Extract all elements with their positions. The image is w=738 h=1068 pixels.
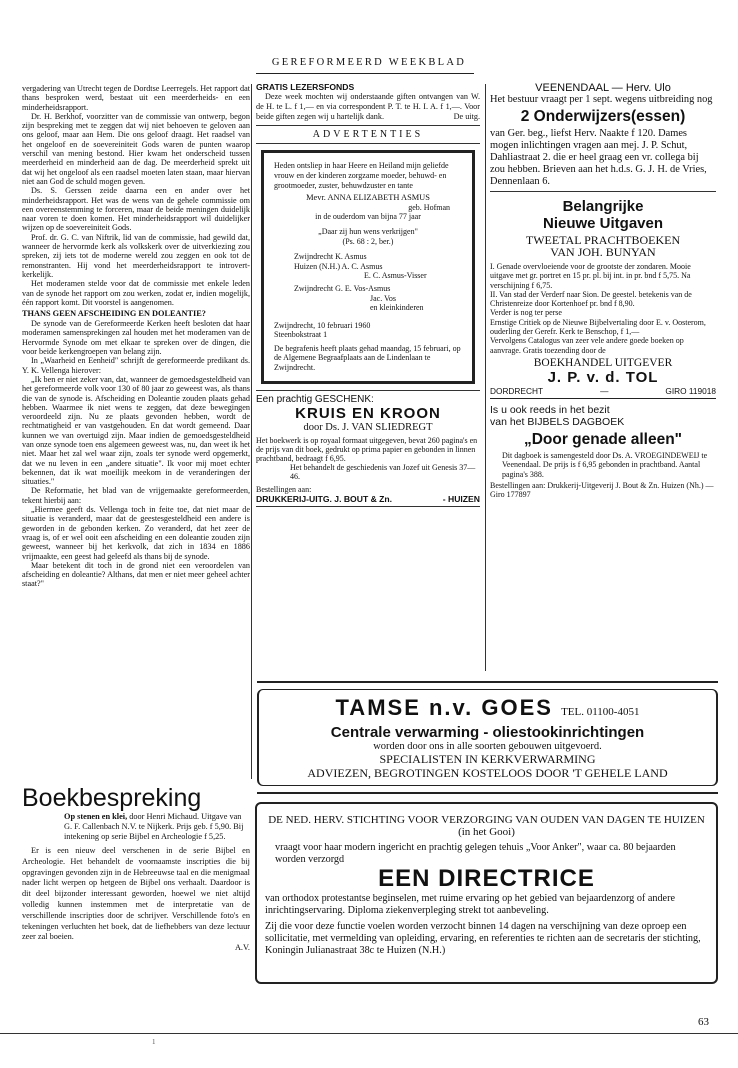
- death-age: in de ouderdom van bijna 77 jaar: [315, 212, 421, 222]
- bookshop-name: J. P. v. d. TOL: [547, 368, 659, 386]
- gratis-heading: GRATIS LEZERSFONDS: [256, 82, 355, 92]
- article-column: [22, 84, 250, 589]
- belangrijke-heading: Belangrijke: [562, 198, 644, 215]
- gratis-signature: De uitg.: [453, 111, 480, 121]
- deceased-name: Mevr. ANNA ELIZABETH ASMUS: [306, 193, 430, 203]
- quote: „Hiermee geeft ds. Vellenga toch in feite toe, dat niet maar de situatie is veranderd, maar dat de geestesgesteldheid een andere is geworden in de gebonden kerken. Zo veranderd, dat het zeer de vraag is, of er wel ooit een afscheiding en een doleantie zouden zijn geweest, wanneer bij het kerkvolk, dat zich in 1834 en 1886 vrijmaakte, een geest had geleefd als thans bij de synode.: [22, 505, 250, 561]
- directrice-requirements: van orthodox protestantse beginselen, met ruime ervaring op het gebied van bejaardenzorg of andere inrichtingservaring. Diploma ziekenverpleging strekt tot aanbeveling.: [265, 893, 675, 917]
- publisher-name: DRUKKERIJ-UITG. J. BOUT & Zn.: [256, 493, 393, 504]
- tamse-title: [267, 696, 708, 724]
- gratis-text: [256, 92, 480, 121]
- gift-title: KRUIS EN KROON: [295, 404, 441, 422]
- page-header: GEREFORMEERD WEEKBLAD: [271, 57, 467, 68]
- dagboek-order: Bestellingen aan: Drukkerij-Uitgeverij J. Bout & Zn. Huizen (Nh.) — Giro 177897: [490, 480, 714, 500]
- book-item: I. Genade overvloeiende voor de grootste der zondaren. Mooie uitgave met gr. portret en 15 pr. pl. bij int. in pr. bnd f 5,75. Na verschijning f 6,75.: [490, 262, 691, 290]
- gratis-body: Deze week mochten wij onderstaande giften ontvangen van W. de H. te L. f 1,— en via correspondent P. T. te H. I. A. f 1,—. Voor beide giften zegen wij u hartelijk dank.: [256, 92, 480, 121]
- tamse-ad: [257, 681, 718, 794]
- death-verse: „Daar zij hun wens verkrijgen": [318, 226, 418, 236]
- section-heading: THANS GEEN AFSCHEIDING EN DOLEANTIE?: [22, 309, 206, 319]
- death-notice: [261, 150, 475, 383]
- middle-column: [256, 82, 480, 507]
- tamse-phone: TEL. 01100-4051: [561, 706, 640, 718]
- book-review: [22, 784, 250, 954]
- dagboek-lead: Is u ook reeds in het bezit: [490, 403, 610, 416]
- tamse-specialists: SPECIALISTEN IN KERKVERWARMING: [379, 752, 596, 766]
- quote: „Ik ben er niet zeker van, dat, wanneer de gemoedsgesteldheid van het gereformeerde volk voor 130 of 80 jaar zo geweest was, als thans die van de synode is. Afscheiding en Doleantie zouden plaats gehad hebben. Waarmee ik niet wens te zeggen, dat deze bewegingen veroordeeld zijn. Nu ze plaats gevonden hebben, wordt de rechtmatigheid er van vastgehouden. En dat wordt gemeend. Daar kunnen we van overtuigd zijn. Maar indien de gemoedsgesteldheid van onze synode toen ens algemeen geweest was, nu, dan weet ik het niet. Maar het zal wel waar zijn, zoals ter synode werd opgemerkt, dat we nu leven in een „andere situatie". Ik voor mij moet echter bekennen, dat ik wat moeilijk meekom in de veranderingen der situaties.": [22, 374, 250, 487]
- paragraph: Prof. dr. G. C. van Niftrik, lid van de commissie, had gewild dat, wanneer de hervormde kerk als volkskerk over de uitverkiezing zou spreken, zij iets tot de moderne wereld zou zeggen en ook tot de remonstranten. Hij vond het meerderheidsrapport te introvert-kerkelijk.: [22, 232, 250, 279]
- dagboek-title: „Door genade alleen": [523, 430, 683, 448]
- book-details: door Henri Michaud. Uitgave van G. F. Callenbach N.V. te Nijkerk. Prijs geb. f 5,90. Bij intekening op serie Bijbel en Archeologie f 5,25.: [64, 812, 244, 841]
- paragraph: De Reformatie, het blad van de vrijgemaakte gereformeerden, tekent hierbij aan:: [22, 486, 250, 505]
- paragraph: Het moderamen stelde voor dat de commissie met enkele leden van de synode het rapport om zou werken, zodat er, indien mogelijk, één rapport komt. Dit voorstel is aangenomen.: [22, 279, 250, 307]
- publisher-city: - HUIZEN: [442, 493, 480, 504]
- directrice-text: vraagt voor haar modern ingericht en prachtig gelegen tehuis „Voor Anker", waar ca. 80 bejaarden worden verzorgd: [275, 842, 676, 865]
- gift-author: door Ds. J. VAN SLIEDREGT: [303, 421, 433, 433]
- book-meta: [22, 812, 250, 842]
- bookshop-giro: GIRO 119018: [665, 385, 716, 396]
- paragraph: Dr. H. Berkhof, voorzitter van de commissie van ontwerp, begon zijn bespreking met te zeggen dat wij niet behoeven te geloven aan ons geloof, maar aan Hem. Die ons geloof draagt. Het raadsel van het ongeloof en de soevereiniteit Gods waren de punten waarop verschil van mening bestond. Hier kwam het onderscheid tussen meerderheid en minderheid aan de dag. De meerderheid sprekt uit dat wij het ongeloof als een raadsel moeten laten staan, maar hiervan niet aan God de schuld mogen geven.: [22, 111, 250, 186]
- death-verse-ref: (Ps. 68 : 2, ber.): [342, 236, 394, 246]
- bunyan-heading: VAN JOH. BUNYAN: [550, 245, 656, 259]
- book-review-text: [22, 846, 250, 954]
- bookshop-label: BOEKHANDEL UITGEVER: [533, 356, 673, 369]
- family-member: Huizen (N.H.) A. C. Asmus: [294, 261, 383, 271]
- page-number: 63: [698, 1016, 709, 1028]
- gift-lead: Een prachtig GESCHENK:: [256, 393, 374, 405]
- tamse-advice: ADVIEZEN, BEGROTINGEN KOSTELOOS DOOR 'T GEHELE LAND: [307, 766, 668, 780]
- tamse-services: Centrale verwarming - oliestookinrichtingen: [330, 724, 645, 741]
- gift-content: Het behandelt de geschiedenis van Jozef uit Genesis 37—46.: [290, 463, 476, 482]
- veenendaal-vacancy: 2 Onderwijzers(essen): [520, 108, 686, 125]
- tweetal-heading: TWEETAL PRACHTBOEKEN: [525, 233, 681, 247]
- paragraph: In „Waarheid en Eenheid" schrijft de gereformeerde predikant ds. Y. K. Vellenga hierover:: [22, 356, 250, 375]
- gift-publisher: [256, 494, 480, 504]
- print-mark: 1: [152, 1038, 156, 1046]
- quote: Maar betekent dit toch in de grond niet een veroordelen van afscheiding en doleantie? Althans, dat men er niet meer geheel achter staat?": [22, 560, 250, 589]
- book-item: Ernstige Critiek op de Nieuwe Bijbelvertaling door E. v. Oosterom, ouderling der Gerefr. Kerk te Benschop, f 1,—: [490, 317, 706, 337]
- book-item: II. Van stad der Verderf naar Sion. De geestel. betekenis van de Christenreize door Kortenhoef pr. bnd f 8,90.: [490, 289, 692, 309]
- dagboek-lead2: van het BIJBELS DAGBOEK: [490, 415, 625, 428]
- deceased-born: geb. Hofman: [408, 202, 450, 212]
- bookshop-city: DORDRECHT: [490, 385, 544, 396]
- dagboek-text: Dit dagboek is samengesteld door Ds. A. VROEGINDEWEIJ te Veenendaal. De prijs is f 6,95 gebonden in prachtband. Aantal pagina's 388.: [502, 450, 708, 479]
- divider: [490, 191, 716, 192]
- paragraph: vergadering van Utrecht tegen de Dordtse Leerregels. Het rapport dat thans besproken werd, bestaat uit een meerderheids- en een minderheidsrapport.: [22, 84, 250, 112]
- column-rule: [251, 84, 252, 779]
- book-review-heading: Boekbespreking: [22, 784, 202, 812]
- death-intro: Heden ontsliep in haar Heere en Heiland mijn geliefde vrouw en der kinderen zorgzame moeder, behuwd- en grootmoeder, zuster, behuwdzuster en tante: [274, 161, 449, 190]
- bookshop-address: [490, 386, 716, 399]
- directrice-org: DE NED. HERV. STICHTING VOOR VERZORGING VAN OUDEN VAN DAGEN TE HUIZEN (in het Gooi): [268, 814, 705, 838]
- belangrijke-subheading: Nieuwe Uitgaven: [542, 215, 664, 232]
- tamse-name: TAMSE n.v. GOES: [335, 695, 553, 720]
- family-member: Zwijndrecht K. Asmus: [294, 252, 367, 262]
- family-member: Zwijndrecht G. E. Vos-Asmus: [294, 283, 391, 293]
- right-column: [490, 82, 716, 499]
- family-member: E. C. Asmus-Visser: [364, 271, 427, 281]
- bottom-rule: [0, 1033, 738, 1034]
- gift-order: Bestellingen aan:: [256, 484, 312, 494]
- advertenties-heading: ADVERTENTIES: [256, 126, 480, 144]
- family-member: en kleinkinderen: [370, 303, 424, 313]
- directrice-title: EEN DIRECTRICE: [378, 865, 595, 893]
- paragraph: Er is een nieuw deel verschenen in de serie Bijbel en Archeologie. Het behandelt de voornaamste inscripties die bij opgravingen gevonden zijn in de Hebreeuwse taal en die menigmaal nader licht werpen op hetgeen de Bijbel ons verhaalt. Daardoor is dit deel bijzonder interessant geworden, hoewel we niet altijd volledig kunnen instemmen met de interpretatie van de verschillende inscripties door de schrijver. Verschillende foto's en tekeningen verluchten het boek, dat de liefhebbers van deze lectuur zeer zal boeien.: [22, 846, 250, 942]
- separator: —: [600, 385, 609, 396]
- paragraph: De synode van de Gereformeerde Kerken heeft besloten dat haar moderamen samensprekingen zal houden met het moderamen van de Hervormde Synode om met elkaar te spreken over de dingen, die voor beide kerkengroepen van belang zijn.: [22, 319, 250, 357]
- signature: A.V.: [234, 943, 250, 953]
- family-member: Jac. Vos: [370, 293, 396, 303]
- book-title: Op stenen en klei,: [64, 812, 128, 821]
- paragraph: Ds. S. Gerssen zeide daarna een en ander over het minderheidsrapport. Het was de wens van de gehele commissie om een overeenstemming te forceren, maar de beide meningen duidelijk naar voren te doen komen. Het minderheidsrapport wil duidelijker wijzen op de soevereiniteit Gods.: [22, 186, 250, 233]
- header-rule: [256, 73, 474, 74]
- directrice-ad: [255, 802, 718, 984]
- gift-ad: [256, 390, 480, 507]
- book-item: Verder is nog ter perse: [490, 308, 562, 318]
- veenendaal-heading: VEENENDAAL — Herv. Ulo: [535, 82, 671, 94]
- book-item: Vervolgens Catalogus van zeer vele andere goede boeken op aanvrage. Gratis toezending door de: [490, 336, 684, 355]
- death-address: Steenbokstraat 1: [274, 330, 328, 340]
- veenendaal-details: van Ger. beg., liefst Herv. Naakte f 120. Dames mogen inlichtingen vragen aan mej. J. P. Schut, Dahliastraat 2. die er heel graag een vr. collega bij zou hebben. Brieven aan het h.d.s. G. J. H. de Vries, Dennenlaan 6.: [490, 128, 707, 187]
- directrice-apply: Zij die voor deze functie voelen worden verzocht binnen 14 dagen na verschijning van deze oproep een sollicitatie, met vermelding van opleiding, ervaring, en referenties te richten aan de secretaris der stichting, Koningin Julianastraat 38c te Huizen (N.H.): [265, 921, 701, 957]
- tamse-line: worden door ons in alle soorten gebouwen uitgevoerd.: [373, 741, 602, 752]
- veenendaal-text: Het bestuur vraagt per 1 sept. wegens uitbreiding nog: [490, 94, 713, 105]
- gift-description: Het boekwerk is op royaal formaat uitgegeven, bevat 260 pagina's en de prijs van dit boek, gedrukt op prima papier en gebonden in linnen prachtband, bedraagt f 6,95.: [256, 435, 478, 464]
- death-date: Zwijndrecht, 10 februari 1960: [274, 320, 371, 330]
- burial-notice: De begrafenis heeft plaats gehad maandag, 15 februari, op de Algemene Begraafplaats aan de Lindenlaan te Zwijndrecht.: [274, 343, 461, 373]
- column-rule: [485, 84, 486, 671]
